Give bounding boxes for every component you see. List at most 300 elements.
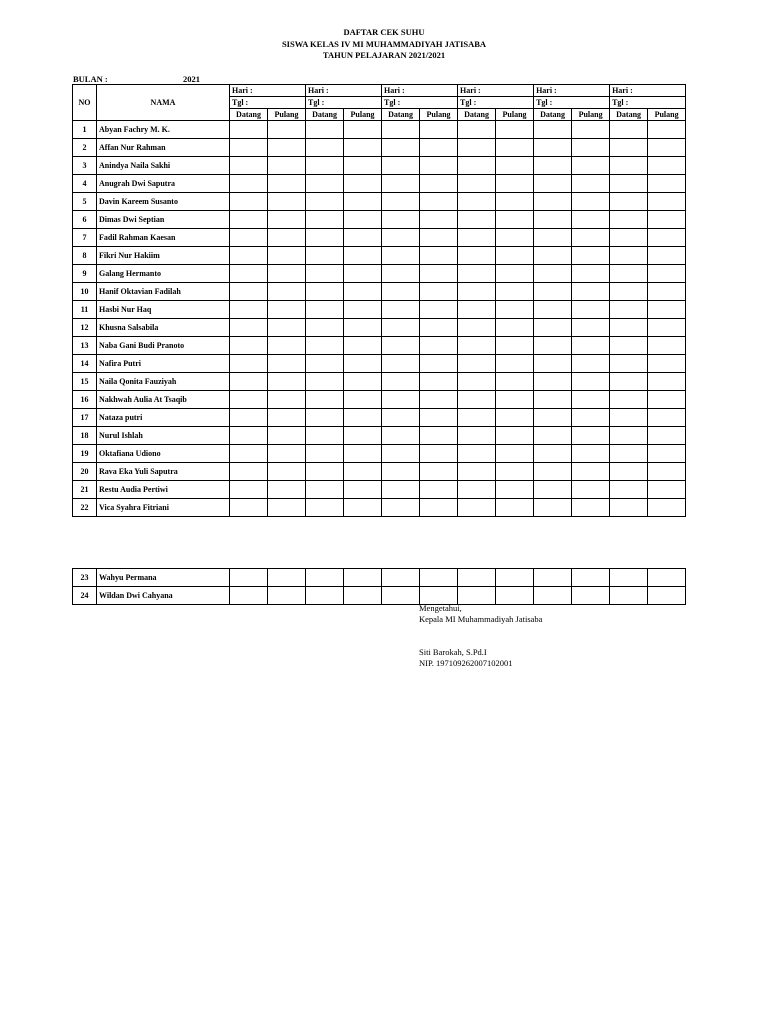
arrival-temperature-cell (458, 499, 496, 517)
departure-temperature-cell (572, 391, 610, 409)
departure-temperature-cell (420, 427, 458, 445)
row-number: 21 (73, 481, 97, 499)
day-header: Hari : (382, 85, 458, 97)
arrival-temperature-cell (534, 409, 572, 427)
arrival-temperature-cell (306, 587, 344, 605)
arrival-header: Datang (230, 109, 268, 121)
departure-temperature-cell (496, 265, 534, 283)
student-name: Nakhwah Aulia At Tsaqib (97, 391, 230, 409)
departure-temperature-cell (496, 139, 534, 157)
departure-temperature-cell (420, 499, 458, 517)
arrival-temperature-cell (306, 427, 344, 445)
arrival-temperature-cell (610, 283, 648, 301)
departure-temperature-cell (420, 355, 458, 373)
arrival-temperature-cell (382, 265, 420, 283)
arrival-temperature-cell (458, 427, 496, 445)
departure-temperature-cell (420, 391, 458, 409)
departure-temperature-cell (344, 301, 382, 319)
departure-temperature-cell (420, 121, 458, 139)
departure-temperature-cell (344, 373, 382, 391)
departure-temperature-cell (420, 319, 458, 337)
arrival-temperature-cell (610, 355, 648, 373)
arrival-temperature-cell (230, 301, 268, 319)
departure-temperature-cell (648, 373, 686, 391)
departure-temperature-cell (420, 301, 458, 319)
arrival-temperature-cell (306, 355, 344, 373)
table-row (73, 445, 686, 463)
departure-temperature-cell (268, 481, 306, 499)
student-name: Restu Audia Pertiwi (97, 481, 230, 499)
departure-temperature-cell (344, 499, 382, 517)
arrival-temperature-cell (382, 569, 420, 587)
row-number: 12 (73, 319, 97, 337)
departure-temperature-cell (344, 121, 382, 139)
departure-temperature-cell (648, 391, 686, 409)
departure-temperature-cell (268, 337, 306, 355)
departure-temperature-cell (648, 229, 686, 247)
arrival-temperature-cell (610, 175, 648, 193)
departure-temperature-cell (344, 265, 382, 283)
date-header: Tgl : (382, 97, 458, 109)
table-row (73, 301, 686, 319)
departure-temperature-cell (268, 247, 306, 265)
arrival-header: Datang (534, 109, 572, 121)
arrival-temperature-cell (458, 481, 496, 499)
month-label: BULAN : (73, 74, 108, 84)
document-title: DAFTAR CEK SUHU (343, 27, 425, 37)
departure-temperature-cell (496, 283, 534, 301)
departure-temperature-cell (572, 157, 610, 175)
departure-temperature-cell (344, 445, 382, 463)
departure-temperature-cell (420, 265, 458, 283)
departure-temperature-cell (496, 427, 534, 445)
academic-year: TAHUN PELAJARAN 2021/2021 (322, 50, 446, 60)
departure-temperature-cell (648, 121, 686, 139)
table-row (73, 193, 686, 211)
student-name: Fadil Rahman Kaesan (97, 229, 230, 247)
departure-temperature-cell (420, 463, 458, 481)
arrival-temperature-cell (230, 373, 268, 391)
departure-temperature-cell (344, 337, 382, 355)
row-number: 23 (73, 569, 97, 587)
departure-temperature-cell (648, 301, 686, 319)
departure-temperature-cell (648, 337, 686, 355)
arrival-temperature-cell (610, 427, 648, 445)
departure-temperature-cell (572, 139, 610, 157)
arrival-temperature-cell (534, 157, 572, 175)
arrival-temperature-cell (610, 587, 648, 605)
departure-header: Pulang (420, 109, 458, 121)
student-name: Hanif Oktavian Fadilah (97, 283, 230, 301)
date-header: Tgl : (534, 97, 610, 109)
arrival-temperature-cell (230, 355, 268, 373)
arrival-temperature-cell (458, 157, 496, 175)
departure-temperature-cell (420, 481, 458, 499)
table-row (73, 355, 686, 373)
departure-temperature-cell (268, 319, 306, 337)
departure-temperature-cell (420, 211, 458, 229)
arrival-temperature-cell (382, 175, 420, 193)
departure-temperature-cell (268, 121, 306, 139)
arrival-temperature-cell (610, 157, 648, 175)
departure-temperature-cell (268, 373, 306, 391)
arrival-header: Datang (610, 109, 648, 121)
arrival-temperature-cell (534, 301, 572, 319)
departure-temperature-cell (268, 569, 306, 587)
row-number: 14 (73, 355, 97, 373)
student-name: Dimas Dwi Septian (97, 211, 230, 229)
arrival-temperature-cell (534, 373, 572, 391)
table-row (73, 391, 686, 409)
table-row (73, 247, 686, 265)
arrival-temperature-cell (230, 157, 268, 175)
arrival-temperature-cell (306, 445, 344, 463)
table-row (73, 587, 686, 605)
arrival-temperature-cell (534, 355, 572, 373)
departure-temperature-cell (344, 175, 382, 193)
student-name: Affan Nur Rahman (97, 139, 230, 157)
row-number: 24 (73, 587, 97, 605)
departure-temperature-cell (496, 569, 534, 587)
row-number: 22 (73, 499, 97, 517)
arrival-temperature-cell (230, 445, 268, 463)
arrival-temperature-cell (306, 139, 344, 157)
signature-block (419, 603, 542, 669)
header-row-hari (73, 85, 686, 97)
arrival-temperature-cell (306, 569, 344, 587)
table-row (73, 121, 686, 139)
arrival-temperature-cell (306, 211, 344, 229)
arrival-temperature-cell (306, 337, 344, 355)
arrival-temperature-cell (534, 391, 572, 409)
departure-temperature-cell (268, 301, 306, 319)
student-name: Oktafiana Udiono (97, 445, 230, 463)
arrival-temperature-cell (230, 139, 268, 157)
departure-temperature-cell (648, 427, 686, 445)
departure-temperature-cell (496, 247, 534, 265)
day-header: Hari : (534, 85, 610, 97)
departure-header: Pulang (496, 109, 534, 121)
arrival-temperature-cell (382, 121, 420, 139)
departure-header: Pulang (648, 109, 686, 121)
student-name: Nataza putri (97, 409, 230, 427)
departure-temperature-cell (268, 229, 306, 247)
arrival-temperature-cell (382, 247, 420, 265)
arrival-temperature-cell (230, 229, 268, 247)
arrival-temperature-cell (230, 337, 268, 355)
departure-temperature-cell (572, 569, 610, 587)
departure-temperature-cell (344, 229, 382, 247)
arrival-temperature-cell (610, 463, 648, 481)
arrival-temperature-cell (230, 587, 268, 605)
row-number: 7 (73, 229, 97, 247)
departure-temperature-cell (344, 463, 382, 481)
arrival-temperature-cell (534, 247, 572, 265)
arrival-temperature-cell (382, 319, 420, 337)
departure-temperature-cell (420, 569, 458, 587)
student-name: Wahyu Permana (97, 569, 230, 587)
departure-temperature-cell (496, 409, 534, 427)
arrival-temperature-cell (610, 391, 648, 409)
departure-temperature-cell (420, 409, 458, 427)
document-subtitle: SISWA KELAS IV MI MUHAMMADIYAH JATISABA (281, 38, 487, 49)
date-header: Tgl : (458, 97, 534, 109)
departure-temperature-cell (344, 409, 382, 427)
departure-temperature-cell (344, 247, 382, 265)
table-row (73, 319, 686, 337)
arrival-temperature-cell (382, 499, 420, 517)
row-number: 9 (73, 265, 97, 283)
arrival-temperature-cell (230, 481, 268, 499)
arrival-temperature-cell (458, 121, 496, 139)
student-name: Nurul Ishlah (97, 427, 230, 445)
table-row (73, 463, 686, 481)
month-line (73, 74, 200, 84)
departure-temperature-cell (572, 355, 610, 373)
date-header: Tgl : (230, 97, 306, 109)
arrival-temperature-cell (458, 373, 496, 391)
departure-temperature-cell (420, 175, 458, 193)
arrival-temperature-cell (230, 283, 268, 301)
arrival-temperature-cell (382, 337, 420, 355)
departure-temperature-cell (572, 175, 610, 193)
departure-temperature-cell (648, 265, 686, 283)
departure-temperature-cell (648, 139, 686, 157)
departure-temperature-cell (496, 319, 534, 337)
arrival-temperature-cell (306, 409, 344, 427)
departure-temperature-cell (420, 139, 458, 157)
row-number: 16 (73, 391, 97, 409)
departure-header: Pulang (268, 109, 306, 121)
arrival-temperature-cell (610, 265, 648, 283)
arrival-temperature-cell (382, 481, 420, 499)
departure-temperature-cell (572, 283, 610, 301)
arrival-temperature-cell (230, 247, 268, 265)
arrival-temperature-cell (534, 463, 572, 481)
column-header-nama: NAMA (97, 85, 230, 121)
arrival-temperature-cell (610, 499, 648, 517)
arrival-temperature-cell (458, 247, 496, 265)
departure-temperature-cell (344, 319, 382, 337)
student-name: Abyan Fachry M. K. (97, 121, 230, 139)
arrival-temperature-cell (382, 283, 420, 301)
arrival-temperature-cell (458, 355, 496, 373)
departure-temperature-cell (344, 427, 382, 445)
table-row (73, 175, 686, 193)
student-name: Davin Kareem Susanto (97, 193, 230, 211)
arrival-temperature-cell (610, 229, 648, 247)
departure-temperature-cell (496, 211, 534, 229)
departure-temperature-cell (268, 265, 306, 283)
column-header-no: NO (73, 85, 97, 121)
arrival-temperature-cell (382, 193, 420, 211)
departure-temperature-cell (572, 247, 610, 265)
departure-temperature-cell (268, 283, 306, 301)
arrival-temperature-cell (534, 193, 572, 211)
student-name: Vica Syahra Fitriani (97, 499, 230, 517)
signature-space (419, 625, 542, 647)
arrival-temperature-cell (230, 193, 268, 211)
arrival-temperature-cell (230, 391, 268, 409)
departure-temperature-cell (496, 337, 534, 355)
arrival-temperature-cell (534, 175, 572, 193)
row-number: 11 (73, 301, 97, 319)
date-header: Tgl : (306, 97, 382, 109)
departure-temperature-cell (268, 139, 306, 157)
departure-temperature-cell (648, 247, 686, 265)
departure-temperature-cell (344, 355, 382, 373)
table-row (73, 373, 686, 391)
departure-temperature-cell (496, 229, 534, 247)
student-name: Naba Gani Budi Pranoto (97, 337, 230, 355)
arrival-temperature-cell (610, 373, 648, 391)
departure-temperature-cell (648, 211, 686, 229)
departure-temperature-cell (268, 409, 306, 427)
departure-temperature-cell (268, 445, 306, 463)
departure-temperature-cell (268, 157, 306, 175)
arrival-temperature-cell (610, 193, 648, 211)
departure-temperature-cell (268, 211, 306, 229)
arrival-temperature-cell (230, 569, 268, 587)
arrival-temperature-cell (382, 301, 420, 319)
arrival-temperature-cell (306, 265, 344, 283)
arrival-temperature-cell (610, 211, 648, 229)
departure-temperature-cell (648, 499, 686, 517)
arrival-temperature-cell (458, 319, 496, 337)
departure-temperature-cell (648, 355, 686, 373)
arrival-temperature-cell (610, 445, 648, 463)
principal-title: Kepala MI Muhammadiyah Jatisaba (419, 614, 543, 624)
arrival-temperature-cell (610, 301, 648, 319)
departure-temperature-cell (648, 445, 686, 463)
arrival-temperature-cell (534, 427, 572, 445)
departure-temperature-cell (572, 463, 610, 481)
arrival-temperature-cell (610, 409, 648, 427)
departure-temperature-cell (496, 463, 534, 481)
departure-temperature-cell (420, 283, 458, 301)
departure-temperature-cell (572, 499, 610, 517)
row-number: 3 (73, 157, 97, 175)
student-name: Nafira Putri (97, 355, 230, 373)
arrival-temperature-cell (306, 175, 344, 193)
table-row (73, 499, 686, 517)
departure-temperature-cell (496, 373, 534, 391)
departure-temperature-cell (572, 301, 610, 319)
row-number: 17 (73, 409, 97, 427)
table-row (73, 409, 686, 427)
arrival-temperature-cell (458, 391, 496, 409)
arrival-temperature-cell (382, 355, 420, 373)
departure-temperature-cell (344, 283, 382, 301)
departure-temperature-cell (572, 373, 610, 391)
row-number: 2 (73, 139, 97, 157)
arrival-temperature-cell (534, 211, 572, 229)
departure-temperature-cell (648, 409, 686, 427)
arrival-temperature-cell (610, 247, 648, 265)
table-row (73, 283, 686, 301)
departure-temperature-cell (344, 157, 382, 175)
table-row (73, 211, 686, 229)
month-value: 2021 (183, 74, 200, 84)
arrival-temperature-cell (458, 337, 496, 355)
arrival-temperature-cell (306, 193, 344, 211)
table-row (73, 265, 686, 283)
row-number: 19 (73, 445, 97, 463)
arrival-temperature-cell (534, 265, 572, 283)
arrival-temperature-cell (534, 121, 572, 139)
table-row (73, 427, 686, 445)
departure-temperature-cell (496, 445, 534, 463)
departure-temperature-cell (496, 355, 534, 373)
departure-temperature-cell (648, 587, 686, 605)
departure-temperature-cell (420, 229, 458, 247)
departure-temperature-cell (420, 193, 458, 211)
arrival-header: Datang (382, 109, 420, 121)
departure-temperature-cell (648, 283, 686, 301)
arrival-temperature-cell (534, 587, 572, 605)
arrival-temperature-cell (230, 499, 268, 517)
day-header: Hari : (610, 85, 686, 97)
departure-temperature-cell (572, 229, 610, 247)
departure-temperature-cell (420, 247, 458, 265)
arrival-temperature-cell (306, 229, 344, 247)
departure-temperature-cell (648, 463, 686, 481)
departure-temperature-cell (268, 355, 306, 373)
departure-temperature-cell (572, 409, 610, 427)
arrival-temperature-cell (458, 139, 496, 157)
arrival-temperature-cell (382, 211, 420, 229)
arrival-temperature-cell (458, 301, 496, 319)
arrival-temperature-cell (610, 319, 648, 337)
arrival-temperature-cell (534, 481, 572, 499)
student-name: Khusna Salsabila (97, 319, 230, 337)
student-name: Galang Hermanto (97, 265, 230, 283)
arrival-temperature-cell (458, 211, 496, 229)
arrival-temperature-cell (230, 463, 268, 481)
arrival-temperature-cell (534, 337, 572, 355)
student-name: Hasbi Nur Haq (97, 301, 230, 319)
row-number: 8 (73, 247, 97, 265)
temperature-check-table-continued (72, 568, 686, 605)
arrival-temperature-cell (458, 193, 496, 211)
arrival-temperature-cell (534, 445, 572, 463)
departure-header: Pulang (572, 109, 610, 121)
arrival-temperature-cell (306, 373, 344, 391)
table-row (73, 157, 686, 175)
arrival-temperature-cell (534, 319, 572, 337)
arrival-temperature-cell (458, 229, 496, 247)
departure-temperature-cell (268, 175, 306, 193)
arrival-temperature-cell (382, 445, 420, 463)
departure-temperature-cell (572, 121, 610, 139)
arrival-temperature-cell (382, 587, 420, 605)
departure-temperature-cell (268, 587, 306, 605)
departure-temperature-cell (648, 175, 686, 193)
date-header: Tgl : (610, 97, 686, 109)
arrival-temperature-cell (230, 427, 268, 445)
departure-temperature-cell (648, 157, 686, 175)
departure-temperature-cell (496, 481, 534, 499)
arrival-temperature-cell (306, 121, 344, 139)
arrival-temperature-cell (458, 283, 496, 301)
departure-temperature-cell (496, 499, 534, 517)
table-row (73, 481, 686, 499)
arrival-temperature-cell (382, 229, 420, 247)
arrival-temperature-cell (306, 247, 344, 265)
departure-temperature-cell (572, 337, 610, 355)
arrival-temperature-cell (458, 463, 496, 481)
day-header: Hari : (306, 85, 382, 97)
